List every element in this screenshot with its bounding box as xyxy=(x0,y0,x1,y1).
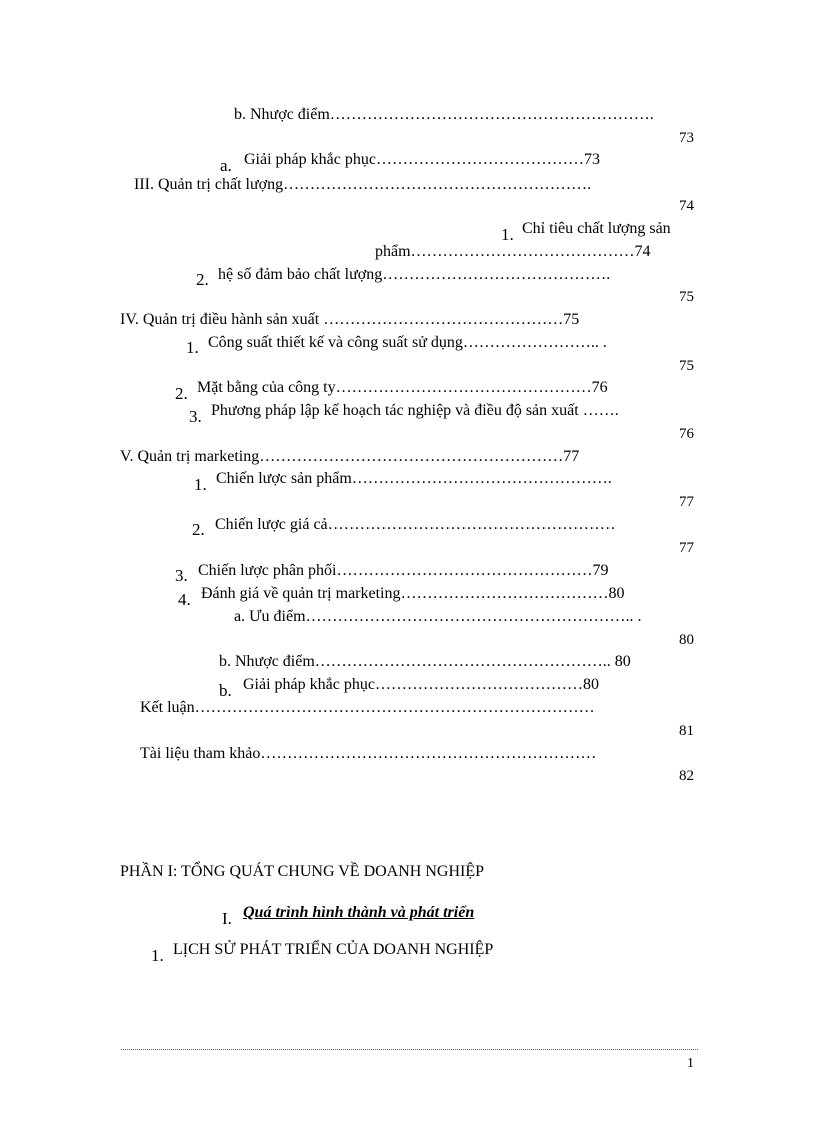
toc-entry: a. Ưu điểm…………………………………………………….. . xyxy=(234,608,642,625)
toc-page-number: 77 xyxy=(679,540,694,556)
toc-page-number: 74 xyxy=(679,198,694,214)
toc-entry-number: 3. xyxy=(175,566,188,585)
toc-entry: Tài liệu tham khảo……………………………………………………… xyxy=(140,745,597,762)
toc-page-number: 80 xyxy=(679,632,694,648)
toc-page-number: 76 xyxy=(679,426,694,442)
subsection-number: 1. xyxy=(151,946,164,965)
page-number: 1 xyxy=(687,1056,694,1071)
toc-entry: Chiến lược sản phẩm…………………………………………. xyxy=(216,470,612,487)
toc-entry: Kết luận………………………………………………………………… xyxy=(140,699,595,716)
toc-entry-number: 3. xyxy=(189,407,202,426)
toc-entry: Đánh giá về quản trị marketing…………………………………80 xyxy=(201,585,625,602)
toc-entry: hệ số đảm bảo chất lượng……………………………………. xyxy=(218,266,611,283)
toc-entry-number: a. xyxy=(220,156,232,175)
toc-page-number: 82 xyxy=(679,768,694,784)
toc-entry: Giải pháp khắc phục…………………………………73 xyxy=(244,151,600,168)
toc-entry: Chỉ tiêu chất lượng sản xyxy=(522,220,671,237)
section-number: I. xyxy=(222,909,232,928)
footer-divider xyxy=(121,1049,698,1050)
subsection-title: LỊCH SỬ PHÁT TRIỂN CỦA DOANH NGHIỆP xyxy=(173,941,494,958)
toc-entry: Chiến lược phân phối…………………………………………79 xyxy=(198,562,609,579)
toc-entry: Chiến lược giá cả……………………………………………… xyxy=(215,516,616,533)
part-heading: PHẦN I: TỔNG QUÁT CHUNG VỀ DOANH NGHIỆP xyxy=(120,863,484,880)
toc-page-number: 77 xyxy=(679,494,694,510)
toc-entry: phẩm……………………………………74 xyxy=(375,243,651,260)
toc-entry: b. Nhược điểm……………………………………………….. 80 xyxy=(219,653,631,670)
toc-entry-number: 1. xyxy=(194,475,207,494)
toc-entry: Giải pháp khắc phục…………………………………80 xyxy=(243,676,599,693)
toc-page-number: 73 xyxy=(679,130,694,146)
toc-entry-number: 4. xyxy=(178,590,191,609)
toc-entry: Công suất thiết kế và công suất sử dụng…………………….. . xyxy=(208,334,607,351)
toc-entry: b. Nhược điểm……………………………………………………. xyxy=(234,106,654,123)
toc-entry: Phương pháp lập kế hoạch tác nghiệp và điều độ sản xuất ……. xyxy=(211,402,619,419)
toc-entry-number: 1. xyxy=(501,225,514,244)
toc-entry-number: 2. xyxy=(196,270,209,289)
section-title: Quá trình hình thành và phát triển xyxy=(243,904,475,921)
toc-page-number: 75 xyxy=(679,358,694,374)
toc-entry-number: b. xyxy=(219,681,232,700)
toc-page-number: 81 xyxy=(679,723,694,739)
toc-entry: III. Quản trị chất lượng…………………………………………………. xyxy=(134,176,592,193)
toc-page-number: 75 xyxy=(679,289,694,305)
toc-entry: V. Quản trị marketing…………………………………………………77 xyxy=(120,448,580,465)
toc-entry-number: 2. xyxy=(192,520,205,539)
toc-entry: IV. Quản trị điều hành sản xuất ………………………………………75 xyxy=(120,311,580,328)
toc-entry-number: 2. xyxy=(175,384,188,403)
toc-entry: Mặt bằng của công ty…………………………………………76 xyxy=(197,379,608,396)
toc-entry-number: 1. xyxy=(186,338,199,357)
